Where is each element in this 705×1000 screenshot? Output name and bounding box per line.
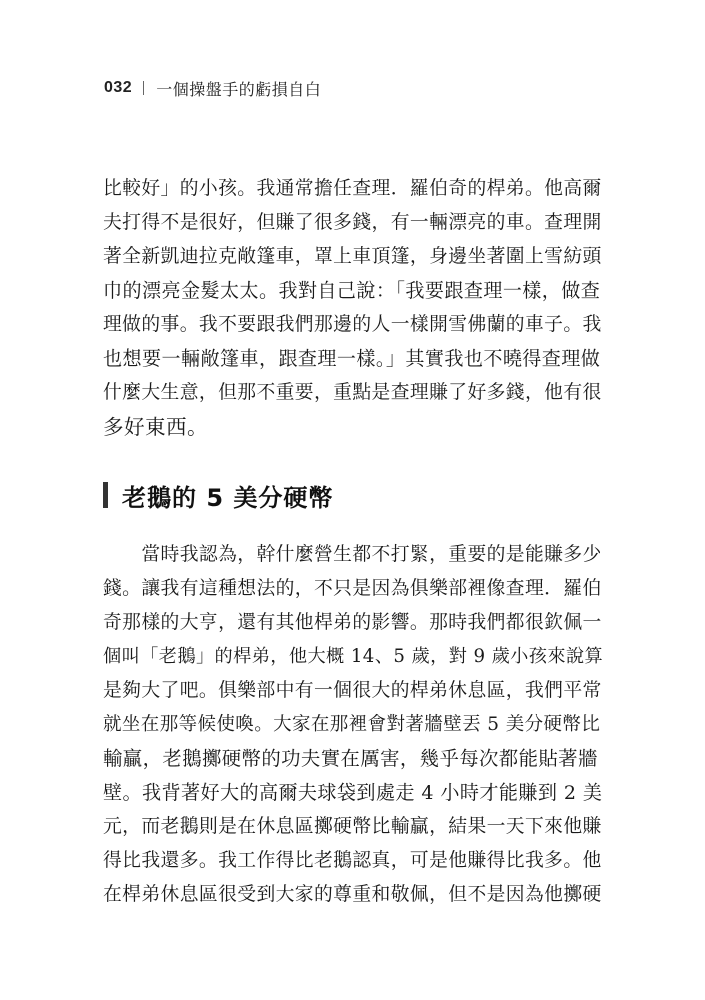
text-line: 錢。讓我有這種想法的，不只是因為俱樂部裡像查理．羅伯 xyxy=(103,578,602,599)
paragraph-2 xyxy=(103,538,603,912)
page-number: 032 xyxy=(104,79,133,96)
text-line: 理做的事。我不要跟我們那邊的人一樣開雪佛蘭的車子。我 xyxy=(103,314,602,335)
heading-bar xyxy=(103,482,108,508)
text-line: 壁。我背著好大的高爾夫球袋到處走 4 小時才能賺到 2 美 xyxy=(103,781,603,804)
text-line: 得比我還多。我工作得比老鵝認真，可是他賺得比我多。他 xyxy=(103,850,602,871)
text-line: 元，而老鵝則是在休息區擲硬幣比輸贏，結果一天下來他賺 xyxy=(103,816,602,837)
text-line: 多好東西。 xyxy=(103,415,208,439)
text-line: 也想要一輛敞篷車，跟查理一樣。」其實我也不曉得查理做 xyxy=(103,347,601,370)
text-line: 夫打得不是很好，但賺了很多錢，有一輛漂亮的車。查理開 xyxy=(103,212,602,233)
text-line: 比較好」的小孩。我通常擔任查理．羅伯奇的桿弟。他高爾 xyxy=(103,178,602,199)
section-title: 老鵝的 5 美分硬幣 xyxy=(122,483,334,512)
header-divider xyxy=(143,81,144,95)
text-line: 輸贏，老鵝擲硬幣的功夫實在厲害，幾乎每次都能貼著牆 xyxy=(103,747,598,770)
book-title: 一個操盤手的虧損自白 xyxy=(156,79,322,99)
text-line: 著全新凱迪拉克敞篷車，罩上車頂篷，身邊坐著圍上雪紡頭 xyxy=(103,246,602,267)
text-line: 巾的漂亮金髮太太。我對自己說：「我要跟查理一樣，做查 xyxy=(103,279,601,302)
text-line: 當時我認為，幹什麼營生都不打緊，重要的是能賺多少 xyxy=(103,544,602,565)
paragraph-1 xyxy=(103,172,603,444)
section-heading xyxy=(103,478,333,512)
text-line: 是夠大了吧。俱樂部中有一個很大的桿弟休息區，我們平常 xyxy=(103,680,602,701)
text-line: 在桿弟休息區很受到大家的尊重和敬佩，但不是因為他擲硬 xyxy=(103,884,602,905)
running-header xyxy=(104,74,321,102)
text-line: 就坐在那等候使喚。大家在那裡會對著牆壁丟 5 美分硬幣比 xyxy=(103,714,601,735)
text-line: 什麼大生意，但那不重要，重點是查理賺了好多錢，他有很 xyxy=(103,382,602,403)
text-line: 個叫「老鵝」的桿弟，他大概 14、5 歲，對 9 歲小孩來說算 xyxy=(103,646,604,667)
text-line: 奇那樣的大亨，還有其他桿弟的影響。那時我們都很欽佩一 xyxy=(103,612,602,633)
